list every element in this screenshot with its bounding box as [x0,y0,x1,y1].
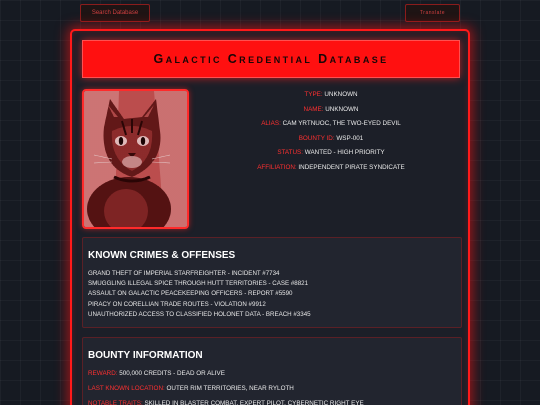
list-item: PIRACY ON CORELLIAN TRADE ROUTES - VIOLATION #9912 [88,300,266,308]
detail-value: UNKNOWN [325,105,359,113]
detail-label: AFFILIATION: [257,163,297,171]
detail-alias [200,120,462,135]
list-item: ASSAULT ON GALACTIC PEACEKEEPING OFFICERS - REPORT #5590 [88,290,293,298]
detail-value: UNKNOWN [324,91,358,98]
suspect-photo [82,89,189,229]
title-banner [82,40,460,78]
bounty-label: NOTABLE TRAITS: [88,400,143,405]
detail-label: TYPE: [304,91,323,98]
detail-status [200,149,462,164]
detail-value: CAM YRTNUOC, THE TWO-EYED DEVIL [282,120,401,127]
cat-portrait-image [84,91,187,227]
detail-type [200,91,462,106]
bounty-value: SKILLED IN BLASTER COMBAT, EXPERT PILOT, CYBERNETIC RIGHT EYE [144,400,364,405]
detail-bounty-id [200,135,462,150]
detail-affiliation [200,164,462,179]
bounty-heading: BOUNTY INFORMATION [88,350,203,361]
credential-panel [70,29,470,405]
detail-value: WANTED - HIGH PRIORITY [304,149,385,156]
crimes-heading: KNOWN CRIMES & OFFENSES [88,250,236,261]
page-title: Galactic Credential Database [153,52,389,66]
detail-label: NAME: [303,105,324,113]
suspect-details [200,91,462,178]
translate-button[interactable]: Translate [405,4,460,22]
crimes-list [88,270,460,321]
search-database-button[interactable]: Search Database [80,4,150,22]
detail-label: STATUS: [277,149,303,156]
detail-label: ALIAS: [261,120,281,127]
list-item: GRAND THEFT OF IMPERIAL STARFREIGHTER - INCIDENT #7734 [88,270,280,277]
bounty-label: LAST KNOWN LOCATION: [88,385,165,392]
detail-name [200,106,462,121]
bounty-reward [88,370,460,385]
detail-value: INDEPENDENT PIRATE SYNDICATE [298,163,405,171]
bounty-location [88,385,460,400]
detail-label: BOUNTY ID: [298,134,335,142]
top-bar [0,4,540,24]
bounty-value: 500,000 CREDITS - DEAD OR ALIVE [119,370,225,377]
bounty-label: REWARD: [88,370,118,377]
bounty-value: OUTER RIM TERRITORIES, NEAR RYLOTH [166,385,294,392]
bounty-section [82,337,462,405]
detail-value: WSP-001 [336,134,364,142]
bounty-list [88,370,460,405]
list-item: UNAUTHORIZED ACCESS TO CLASSIFIED HOLONET DATA - BREACH #3345 [88,310,311,318]
list-item: SMUGGLING ILLEGAL SPICE THROUGH HUTT TERRITORIES - CASE #8821 [88,280,309,288]
crimes-section [82,237,462,328]
bounty-traits [88,400,460,405]
